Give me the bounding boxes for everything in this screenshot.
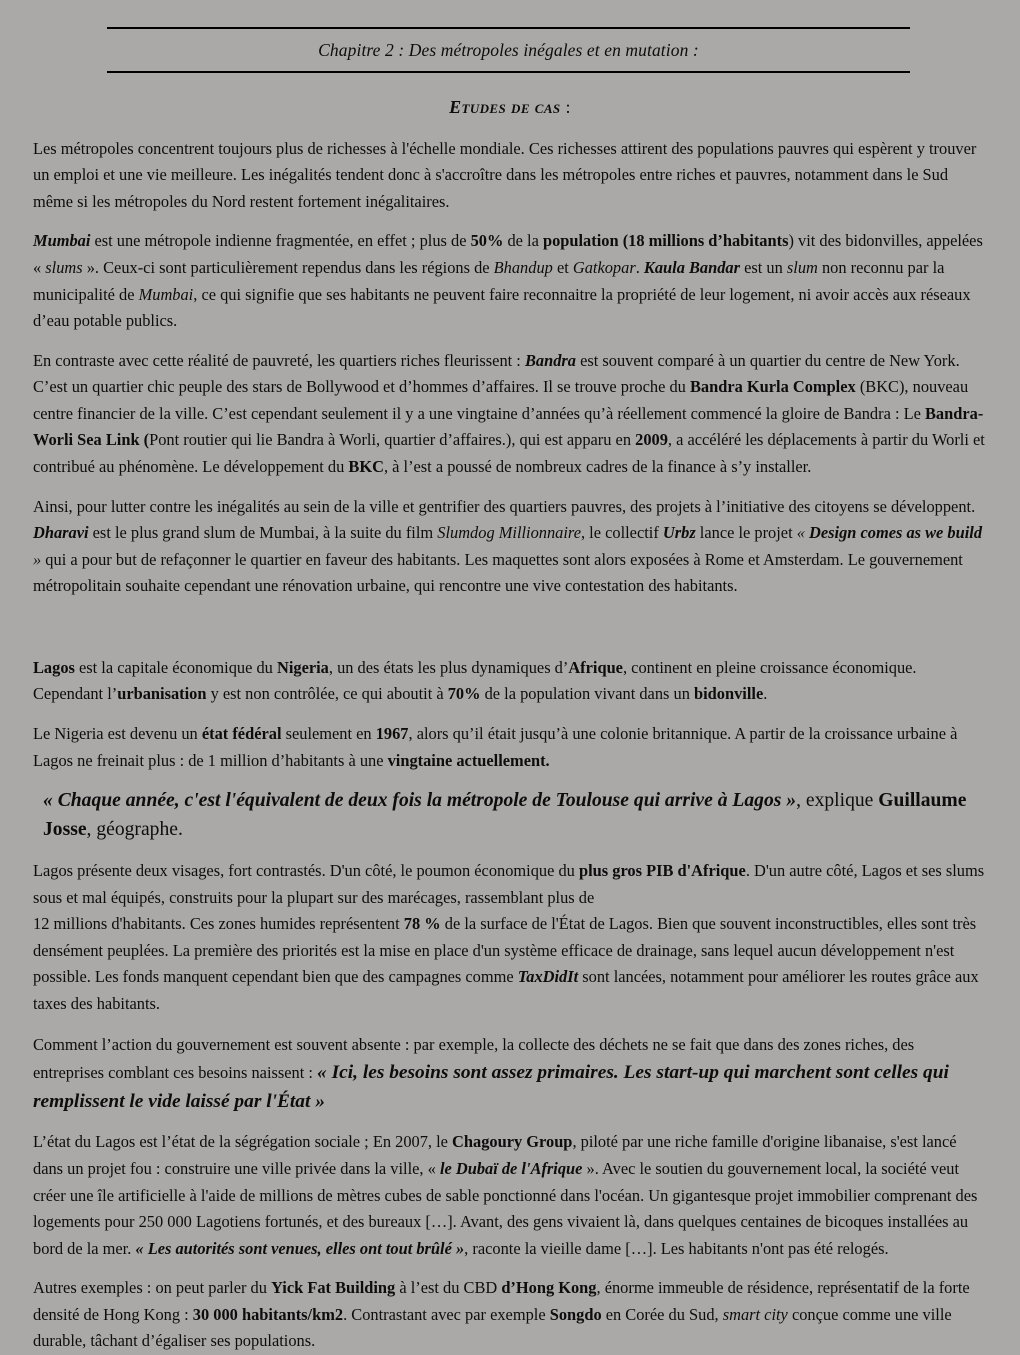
case-study-separator: [33, 613, 988, 655]
text-run: de la: [503, 231, 543, 251]
stat-70-percent: 70%: [447, 684, 481, 704]
text-run: , raconte la vieille dame […]. Les habitants n'ont pas été relogés.: [464, 1238, 889, 1258]
text-run: à l’est du CBD: [395, 1278, 502, 1298]
quote-autorites-sont-venues: « Les autorités sont venues, elles ont tout brûlé »: [135, 1238, 465, 1258]
term-plus-gros-pib-afrique: plus gros PIB d'Afrique: [578, 861, 746, 881]
text-run: Ainsi, pour lutter contre les inégalités au sein de la ville et gentrifier des quartiers pauvres, des projets à l’initiative des citoyens se développent.: [33, 496, 976, 516]
text-run: . D'un autre côté, Lagos et ses slums sous et mal équipés, construits pour la plupart sur des marécages, rassemblant plus de: [33, 861, 985, 907]
place-bhandup: Bhandup: [493, 257, 553, 277]
inline-pull-quote-startups: « Ici, les besoins sont assez primaires. Les start-up qui marchent sont celles qui remplissent le vide laissé par l'État »: [33, 1062, 949, 1113]
term-slum: slum: [786, 257, 818, 277]
paragraph-lagos-1: [33, 655, 988, 708]
text-run: de la surface de l'État de Lagos. Bien que souvent inconstructibles, elles sont très densément peuplées. La première des priorités est la mise en place d'un système efficace de drainage, sans lequel aucun développement n'est possible. Les fonds manquent cependant bien que des campagnes comme: [33, 914, 977, 987]
quote-attribution-lead: , explique: [796, 790, 879, 812]
header-bottom-rule: [107, 71, 910, 73]
place-hong-kong: d’Hong Kong: [501, 1278, 597, 1298]
text-run: de la population vivant dans un: [480, 684, 694, 704]
quote-close-guillemet: »: [33, 549, 42, 569]
place-kaula-bandar: Kaula Bandar: [643, 257, 741, 277]
stat-78-percent: 78 %: [403, 914, 441, 934]
stat-vingtaine: vingtaine actuellement.: [387, 750, 550, 770]
stat-18-millions: (18 millions d’habitants: [622, 231, 789, 251]
stat-density-hong-kong: 30 000 habitants/km2: [192, 1304, 344, 1324]
section-heading-colon: :: [560, 96, 571, 117]
text-run: lance le projet: [695, 523, 797, 543]
text-run: Pont routier qui lie Bandra à Worli, quartier d’affaires.), qui est apparu en: [149, 430, 636, 450]
text-run: non reconnu par la municipalité de: [33, 257, 945, 304]
text-run: , continent en pleine croissance économique. Cependant l’: [33, 657, 917, 704]
place-songdo: Songdo: [549, 1304, 602, 1324]
org-chagoury-group: Chagoury Group: [452, 1132, 573, 1152]
text-run: En contraste avec cette réalité de pauvreté, les quartiers riches fleurissent :: [33, 350, 525, 370]
section-heading-label: Etudes de cas: [449, 96, 561, 117]
text-run: et: [552, 257, 573, 277]
text-run: Autres exemples : on peut parler du: [33, 1278, 272, 1298]
text-run: sont lancées, notamment pour améliorer les routes grâce aux taxes des habitants.: [33, 967, 979, 1014]
project-design-comes-as-we-build: Design comes as we build: [809, 523, 983, 543]
text-run: Comment l’action du gouvernement est souvent absente : par exemple, la collecte des déchets ne se fait que dans des zones riches, des entreprises comblant ces besoins naissent :: [33, 1034, 915, 1083]
paragraph-lagos-4: [33, 1031, 988, 1117]
paragraph-lagos-2: [33, 721, 988, 774]
text-run: ». Avec le soutien du gouvernement local, la société veut créer une île artificielle à l'aide de millions de mètres cubes de sable ponctionné dans l'océan. Un gigantesque projet immobilier comprenant des logements pour 250 000 Lagotiens fortunés, et des bureaux […]. Avant, des gens vivaient là, dans quelques centaines de bicoques installées au bord de la mer.: [33, 1158, 978, 1258]
term-bandra-worli-sea-link: Bandra-Worli Sea Link (: [33, 403, 984, 450]
text-run: qui a pour but de refaçonner le quartier en faveur des habitants. Les maquettes sont alors exposées à Rome et Amsterdam. Le gouvernement métropolitain souhaite cependant une rénovation urbaine, qui rencontre une vive contestation des habitants.: [33, 549, 963, 596]
term-mumbai: Mumbai: [33, 231, 91, 251]
text-run: Le Nigeria est devenu un: [33, 724, 202, 744]
text-run: . Contrastant avec par exemple: [343, 1304, 550, 1324]
text-run: , alors qu’il était jusqu’à une colonie britannique. A partir de la croissance urbaine à Lagos ne freinait plus : de 1 million d’habitants à une: [33, 724, 958, 770]
pull-quote-guillaume-josse: [33, 787, 988, 845]
text-run: ) vit des bidonvilles, appelées «: [33, 231, 983, 277]
text-run: est un: [740, 257, 787, 277]
place-nigeria: Nigeria: [276, 657, 329, 677]
quote-text: Chaque année, c'est l'équivalent de deux fois la métropole de Toulouse qui arrive à Lagos: [57, 790, 787, 812]
term-urbanisation: urbanisation: [117, 684, 207, 704]
text-run: est souvent comparé à un quartier du centre de New York. C’est un quartier chic peuple des stars de Bollywood et d’hommes d’affaires. Il se trouve proche du: [33, 350, 960, 397]
phrase-dubai-de-lafrique: le Dubaï de l'Afrique: [439, 1158, 583, 1178]
text-run: , ce qui signifie que ses habitants ne peuvent faire reconnaitre la propriété de leur logement, ni avoir accès aux réseaux d’eau potable publics.: [33, 284, 971, 331]
term-population: population: [542, 231, 619, 251]
paragraph-lagos-5: [33, 1129, 988, 1262]
stat-50-percent: 50%: [470, 231, 504, 251]
paragraph-intro: [33, 136, 988, 216]
quote-open-guillemet: «: [796, 523, 810, 543]
quote-attribution-tail: , géographe.: [86, 819, 183, 841]
text-run: L’état du Lagos est l’état de la ségrégation sociale ; En 2007, le: [33, 1132, 453, 1152]
document-body: [33, 136, 988, 1355]
place-dharavi: Dharavi: [33, 523, 89, 543]
text-run: est le plus grand slum de Mumbai, à la suite du film: [88, 523, 438, 543]
place-afrique: Afrique: [568, 657, 623, 677]
text-run: y est non contrôlée, ce qui aboutit à: [206, 684, 448, 704]
place-mumbai: Mumbai: [138, 284, 194, 304]
text-run: , a accéléré les déplacements à partir du Worli et contribué au phénomène. Le développement du: [33, 430, 985, 476]
paragraph-mumbai-3: [33, 494, 988, 600]
text-run: en Corée du Sud,: [601, 1304, 723, 1324]
place-lagos: Lagos: [33, 657, 75, 677]
quote-open-guillemet: «: [43, 790, 58, 812]
paragraph-lagos-3: [33, 858, 988, 1017]
document-page: [0, 27, 1020, 1351]
chapter-title: Chapitre 2 : Des métropoles inégales et en mutation :: [318, 40, 699, 60]
term-bkc: BKC: [348, 456, 384, 476]
text-run: , piloté par une riche famille d'origine libanaise, s'est lancé dans un projet fou : construire une ville privée dans la ville, «: [33, 1132, 957, 1178]
paragraph-lagos-6: [33, 1275, 988, 1355]
text-run: , à l’est a poussé de nombreux cadres de la finance à s’y installer.: [383, 456, 812, 476]
text-run: est la capitale économique du: [74, 657, 277, 677]
building-yick-fat: Yick Fat Building: [271, 1278, 396, 1298]
text-run: , le collectif: [580, 523, 663, 543]
text-run: .: [763, 684, 768, 704]
text-run: .: [635, 257, 644, 277]
text-run: Lagos présente deux visages, fort contrastés. D'un côté, le poumon économique du: [33, 861, 579, 881]
term-bandra-kurla-complex: Bandra Kurla Complex: [689, 377, 856, 397]
text-run: seulement en: [281, 724, 376, 744]
quote-close-guillemet: »: [786, 790, 797, 812]
section-heading-etudes-de-cas: [0, 97, 1020, 118]
paragraph-mumbai-2: [33, 348, 988, 481]
year-2009: 2009: [635, 430, 668, 450]
term-smart-city: smart city: [722, 1304, 788, 1324]
text-run: 12 millions d'habitants. Ces zones humides représentent: [33, 914, 404, 934]
place-bandra: Bandra: [524, 350, 576, 370]
campaign-taxdidit: TaxDidIt: [517, 967, 579, 987]
paragraph-mumbai-1: [33, 228, 988, 334]
term-bidonville: bidonville: [694, 684, 764, 704]
place-gatkopar: Gatkopar: [572, 257, 636, 277]
text-run: est une métropole indienne fragmentée, en effet ; plus de: [90, 231, 471, 251]
text-run: , un des états les plus dynamiques d’: [328, 657, 569, 677]
term-etat-federal: état fédéral: [201, 724, 282, 744]
org-urbz: Urbz: [662, 523, 696, 543]
quote-attribution-name: Guillaume Josse: [43, 790, 967, 841]
text-run: ». Ceux-ci sont particulièrement rependus dans les régions de: [82, 257, 494, 277]
term-slums: slums: [45, 257, 83, 277]
title-slumdog-millionnaire: Slumdog Millionnaire: [437, 523, 581, 543]
year-1967: 1967: [375, 724, 409, 744]
intro-text: Les métropoles concentrent toujours plus de richesses à l'échelle mondiale. Ces richesses attirent des populations pauvres qui espèrent y trouver un emploi et une vie meilleure. Les inégalités tendent donc à s'accroître dans les métropoles entre riches et pauvres, notamment dans le Sud même si les métropoles du Nord restent fortement inégalitaires.: [33, 138, 977, 211]
page-header: [107, 27, 910, 73]
text-run: conçue comme une ville durable, tâchant d’égaliser ses populations.: [33, 1304, 952, 1351]
text-run: (BKC), nouveau centre financier de la ville. C’est cependant seulement il y a une vingtaine d’années qu’à réellement commencé la gloire de Bandra : Le: [33, 377, 969, 423]
text-run: , énorme immeuble de résidence, représentatif de la forte densité de Hong Kong :: [33, 1278, 970, 1324]
